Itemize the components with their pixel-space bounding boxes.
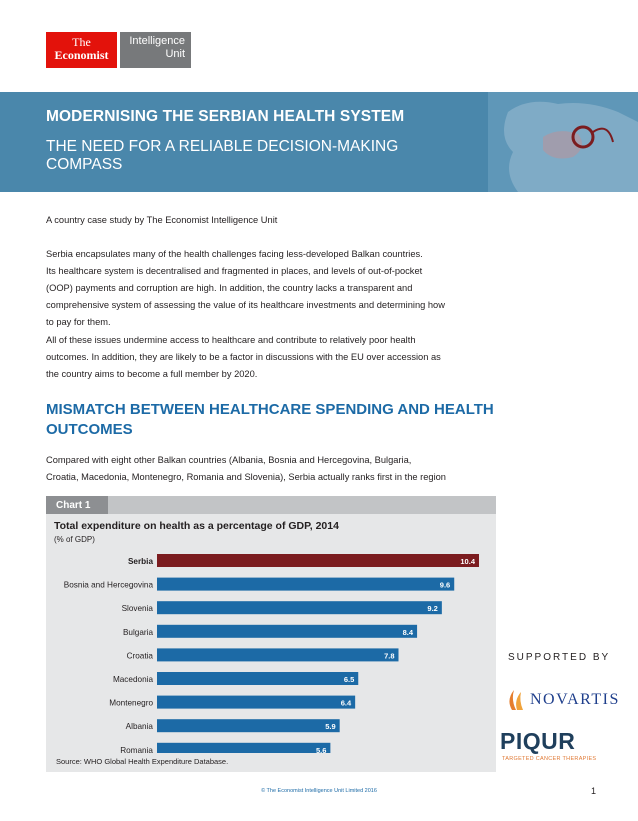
chart-tag-label: Chart 1 <box>56 500 91 511</box>
chart-title: Total expenditure on health as a percentage of GDP, 2014 <box>54 520 339 532</box>
report-subtitle-line: THE NEED FOR A RELIABLE DECISION-MAKING <box>46 138 399 155</box>
report-subtitle-line: COMPASS <box>46 156 123 173</box>
bar-category-label: Montenegro <box>109 698 153 708</box>
section-paragraph <box>46 452 506 486</box>
paragraph-line: Serbia encapsulates many of the health challenges facing less-developed Balkan countries. <box>46 249 423 259</box>
footer-copyright: © The Economist Intelligence Unit Limited 2016 <box>261 788 377 794</box>
eiu-logo-line-1: Intelligence <box>129 35 185 47</box>
eiu-logo-line-2: Unit <box>165 48 185 60</box>
novartis-flame-left-icon <box>509 690 516 710</box>
report-subtitle <box>46 138 466 174</box>
bar-value-label: 10.4 <box>460 557 475 566</box>
paragraph-line: Its healthcare system is decentralised and fragmented in places, and levels of out-of-pocket <box>46 266 423 276</box>
chart-subtitle: (% of GDP) <box>54 535 95 544</box>
bar-category-label: Slovenia <box>121 604 153 614</box>
bar-value-label: 5.6 <box>315 745 327 753</box>
section-heading-line: MISMATCH BETWEEN HEALTHCARE SPENDING AND HEALTH <box>46 401 494 418</box>
bar-montenegro <box>157 696 355 709</box>
bar-macedonia <box>157 672 358 685</box>
intro-paragraph-2 <box>46 332 496 383</box>
bar-category-label: Romania <box>120 745 153 753</box>
bar-category-label: Bosnia and Hercegovina <box>63 580 153 590</box>
bar-serbia <box>157 554 479 567</box>
report-title: MODERNISING THE SERBIAN HEALTH SYSTEM <box>46 108 405 125</box>
bar-category-label: Croatia <box>126 651 153 661</box>
bar-slovenia <box>157 601 442 614</box>
paragraph-line: comprehensive system of assessing the value of its healthcare investments and determining how <box>46 300 445 310</box>
novartis-logo-text: NOVARTIS <box>530 691 620 708</box>
bar-value-label: 6.4 <box>340 698 352 708</box>
chart-source: Source: WHO Global Health Expenditure Database. <box>56 757 229 766</box>
novartis-flame-right-icon <box>516 692 523 710</box>
paragraph-line: Croatia, Macedonia, Montenegro, Romania and Slovenia), Serbia actually ranks first in the region <box>46 472 446 482</box>
bar-value-label: 7.8 <box>384 651 395 661</box>
paragraph-line: Compared with eight other Balkan countries (Albania, Bosnia and Hercegovina, Bulgaria, <box>46 455 412 465</box>
bar-romania <box>157 743 330 753</box>
bar-value-label: 5.9 <box>325 722 336 732</box>
chart-tag-strip <box>46 496 496 514</box>
economist-logo-line-1: The <box>72 35 91 49</box>
bar-albania <box>157 719 340 732</box>
section-heading-line: OUTCOMES <box>46 421 133 438</box>
bar-bosnia-and-hercegovina <box>157 578 454 591</box>
intro-paragraph-1 <box>46 246 496 331</box>
section-heading <box>46 400 526 440</box>
page-number: 1 <box>591 786 597 796</box>
paragraph-line: the country aims to become a full member by 2020. <box>46 369 258 379</box>
bar-croatia <box>157 648 399 661</box>
bar-value-label: 6.5 <box>343 675 355 684</box>
piqur-tagline: TARGETED CANCER THERAPIES <box>502 756 597 762</box>
economist-logo-line-2: Economist <box>54 48 109 62</box>
bar-chart <box>46 548 496 753</box>
paragraph-line: All of these issues undermine access to healthcare and contribute to relatively poor health <box>46 335 416 345</box>
paragraph-line: (OOP) payments and corruption are high. In addition, the country lacks a transparent and <box>46 283 413 293</box>
byline: A country case study by The Economist Intelligence Unit <box>46 215 278 225</box>
eiu-logo <box>120 32 191 68</box>
supported-by-label: SUPPORTED BY <box>508 652 611 663</box>
bar-value-label: 8.4 <box>402 627 414 637</box>
chart-tag-banner <box>46 496 496 514</box>
paragraph-line: outcomes. In addition, they are likely to be a factor in discussions with the EU over accession as <box>46 352 441 362</box>
bar-bulgaria <box>157 625 417 638</box>
europe-map-illustration <box>488 92 638 192</box>
bar-value-label: 9.2 <box>427 604 438 614</box>
bar-category-label: Albania <box>125 722 153 732</box>
economist-logo <box>46 32 117 68</box>
bar-category-label: Serbia <box>127 557 153 566</box>
bar-category-label: Bulgaria <box>122 627 153 637</box>
bar-category-label: Macedonia <box>112 675 153 684</box>
paragraph-line: to pay for them. <box>46 317 111 327</box>
bar-value-label: 9.6 <box>439 580 451 590</box>
piqur-logo-text: PIQUR <box>500 728 576 754</box>
